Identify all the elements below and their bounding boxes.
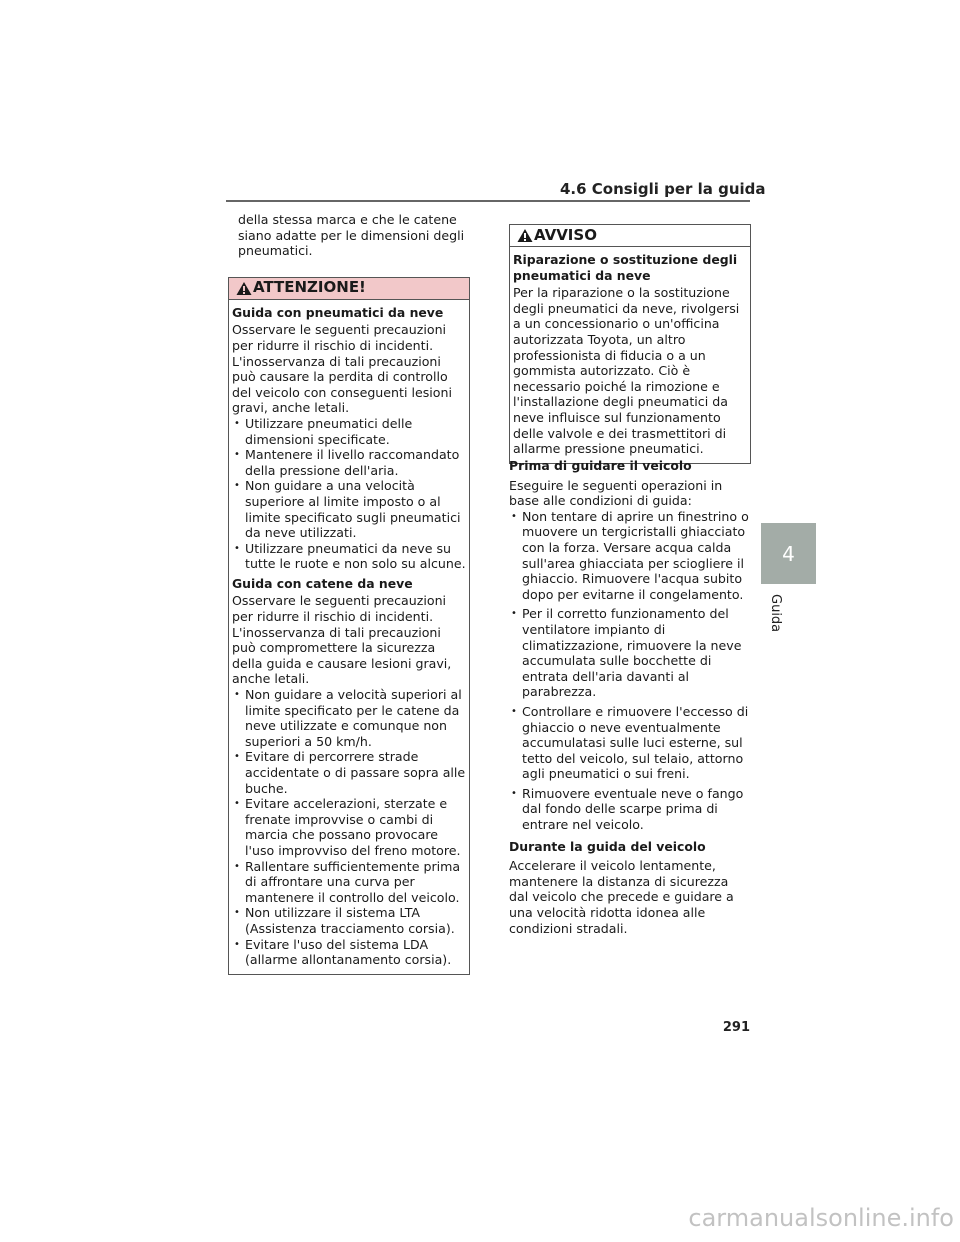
header-divider [226, 200, 750, 202]
list-item: • Evitare l'uso del sistema LDA (allarme allontanamento corsia). [232, 937, 466, 968]
attention-box [228, 277, 470, 975]
tire-repair-text: Per la riparazione o la sostituzione degli pneumatici da neve, rivolgersi a un concessionario o un'officina autorizzata Toyota, un altro professionista di fiducia o a un gommista autorizzato. Ciò è necessario poiché la rimozione e l'installazione degli pneumatici da neve influisce sul funzionamento delle valvole e dei trasmettitori di allarme pressione pneumatici. [513, 285, 740, 457]
warning-triangle-icon [517, 228, 533, 243]
notice-heading: AVVISO [534, 225, 597, 244]
snow-tires-text: Osservare le seguenti precauzioni per ridurre il rischio di incidenti. L'inosservanza di tali precauzioni può causare la perdita di controllo del veicolo con conseguenti lesioni gravi, anche letali. [232, 322, 452, 416]
list-item: • Evitare accelerazioni, sterzate e frenate improvvise o cambi di marcia che possano provocare l'uso improvviso del freno motore. [232, 796, 466, 858]
chapter-number: 4 [782, 541, 795, 566]
list-item: • Non utilizzare il sistema LTA (Assistenza tracciamento corsia). [232, 905, 466, 936]
before-driving-list [509, 509, 751, 833]
notice-header [510, 225, 750, 247]
list-item: • Evitare di percorrere strade accidentate o di passare sopra alle buche. [232, 749, 466, 796]
page-number: 291 [722, 1020, 750, 1035]
intro-paragraph: della stessa marca e che le catene siano adatte per le dimensioni degli pneumatici. [238, 212, 465, 259]
before-driving-text: Eseguire le seguenti operazioni in base alle condizioni di guida: [509, 477, 723, 509]
attention-heading: ATTENZIONE! [253, 278, 366, 297]
list-item: • Utilizzare pneumatici da neve su tutte le ruote e non solo su alcune. [232, 541, 466, 572]
list-item: • Non guidare a velocità superiori al limite specificato per le catene da neve utilizzate e comunque non superiori a 50 km/h. [232, 687, 466, 749]
list-item: • Non guidare a una velocità superiore al limite imposto o al limite specificato sugli pneumatici da neve utilizzati. [232, 478, 466, 540]
list-item: • Utilizzare pneumatici delle dimensioni specificate. [232, 416, 466, 447]
during-driving-text: Accelerare il veicolo lentamente, mantenere la distanza di sicurezza dal veicolo che precede e guidare a una velocità ridotta idonea alle condizioni stradali. [509, 858, 734, 936]
warning-triangle-icon [236, 281, 252, 296]
chapter-tab [761, 523, 816, 584]
list-item: • Non tentare di aprire un finestrino o muovere un tergicristalli ghiacciato con la forza. Versare acqua calda sull'area ghiacciata per sciogliere il ghiaccio. Rimuovere l'acqua subito dopo per evitarne il congelamento. [509, 509, 751, 603]
list-item: • Rallentare sufficientemente prima di affrontare una curva per mantenere il controllo del veicolo. [232, 859, 466, 906]
watermark: carmanualsonline.info [688, 1204, 954, 1232]
left-column [228, 212, 470, 975]
list-item: • Rimuovere eventuale neve o fango dal fondo delle scarpe prima di entrare nel veicolo. [509, 786, 751, 833]
list-item: • Mantenere il livello raccomandato della pressione dell'aria. [232, 447, 466, 478]
snow-chains-list [232, 687, 466, 968]
snow-chains-text: Osservare le seguenti precauzioni per ridurre il rischio di incidenti. L'inosservanza di tali precauzioni può compromettere la sicurezza della guida e causare lesioni gravi, anche letali. [232, 593, 452, 687]
snow-tires-title: Guida con pneumatici da neve [232, 304, 444, 320]
right-column [509, 458, 751, 936]
snow-chains-title: Guida con catene da neve [232, 575, 413, 591]
before-driving-title: Prima di guidare il veicolo [509, 458, 692, 473]
list-item: • Per il corretto funzionamento del ventilatore impianto di climatizzazione, rimuovere la neve accumulata sulle bocchette di entrata dell'aria davanti al parabrezza. [509, 606, 751, 700]
section-title: 4.6 Consigli per la guida [560, 180, 766, 198]
snow-tires-list [232, 416, 466, 572]
during-driving-title: Durante la guida del veicolo [509, 838, 706, 854]
list-item: • Controllare e rimuovere l'eccesso di ghiaccio o neve eventualmente accumulatasi sulle luci esterne, sul tetto del veicolo, sul telaio, attorno agli pneumatici o sui freni. [509, 704, 751, 782]
tire-repair-title: Riparazione o sostituzione degli pneumatici da neve [513, 252, 738, 283]
attention-header [229, 278, 469, 300]
chapter-label: Guida [768, 594, 783, 633]
notice-box [509, 224, 751, 464]
